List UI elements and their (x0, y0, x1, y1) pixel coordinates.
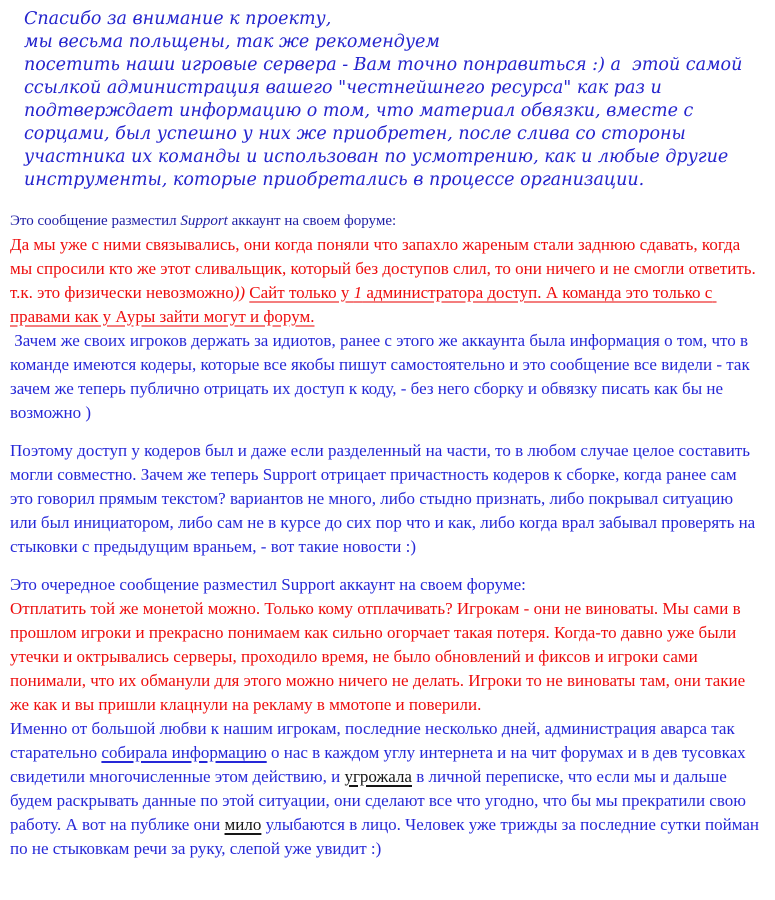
threat-word: угрожала (344, 767, 412, 786)
support-quote-1-run: Зачем же своих игроков держать за идиотов, ранее с этого же аккаунта была информация о том, что в команде имеются кодеры, которые все якобы пишут самостоятельно и это сообщение все видели - так зачем же теперь публично отрицать их доступ к коду, - без него сборку и обвязку писать как бы не возможно ) (10, 331, 754, 422)
support-quote-1-run: аккаунт на своем форуме: (227, 213, 397, 229)
intro-paragraph-run: посетить наши игровые сервера - Вам точно понравиться :) а этой самой ссылкой администрация вашего "честнейшнего ресурса" как раз и подтверждает информацию о том, что материал обвязки, вместе с сорцами, был успешно у них же приобретен, после слива со стороны участника их команды и использован по усмотрению, как и любые другие инструменты, которые приобретались в процессе организации. (24, 55, 748, 190)
support-quote-1-run: Это сообщение разместил (10, 213, 181, 229)
underlined-access-claim: Сайт только у (249, 283, 354, 302)
support-quote-2-run: в личной переписке, что если мы и дальше будем раскрывать данные по этой ситуации, они сделают все что угодно, что бы мы прекратили свою работу. А вот на публике они (10, 767, 751, 834)
intro-paragraph-run: Спасибо за внимание к проекту, (24, 9, 332, 29)
support-quote-2-run: улыбаются в лицо. Человек уже трижды за последние сутки пойман по не стыковкам речи за руку, слепой уже увидит :) (10, 815, 764, 858)
intro-paragraph (10, 8, 765, 192)
support-quote-2-run: Именно от большой любви к нашим игрокам, последние несколько дней, администрация аварса так старательно (10, 719, 739, 762)
quote-header: Это очередное сообщение разместил Support аккаунт на своем форуме: (10, 575, 526, 594)
support-quote-1 (10, 208, 765, 425)
support-quote-2-run: о нас в каждом углу интернета и на чит форумах и в дев тусовках свидетили многочисленные этом действию, и (10, 743, 750, 786)
support-account-name: Support (180, 213, 228, 229)
support-quote-2-run: Отплатить той же монетой можно. Только кому отплачивать? Игрокам - они не виноваты. Мы сами в прошлом игроки и прекрасно понимаем как сильно огорчает такая потеря. Когда-то давно уже были утечки и октрывались серверы, проходило время, не было обновлений и фиксов и игроки сами понимали, что их обманули для этого можно ничего не делать. Игроки то не виноваты там, они такие же как и вы пришли клацнули на рекламу в ммотопе и поверили. (10, 599, 750, 714)
support-quote-1-run: Да мы уже с ними связывались, они когда поняли что запахло жареным стали заднюю сдавать, когда мы спросили кто же этот сливальщик, который без доступов слил, то они ничего и не смогли ответить. т.к. это физически невозможно (10, 235, 761, 302)
milo-word: мило (224, 815, 262, 834)
commentary-paragraph-run: Поэтому доступ у кодеров был и даже если разделенный на части, то в любом случае целое составить могли совместно. Зачем же теперь Support отрицает причастность кодеров к сборке, когда ранее сам это говорил прямым текстом? вариантов не много, либо стыдно признать, либо покрывал ситуацию или был инициатором, либо сам не в курсе до сих пор что и как, либо когда врал забывал проверять на стыковки с предыдущим враньем, - вот такие новости :) (10, 441, 760, 556)
support-quote-1-run: )) (233, 283, 246, 302)
intro-paragraph-run: мы весьма польщены, так же рекомендуем (24, 32, 440, 52)
support-quote-1-run: 1 (353, 283, 363, 302)
collected-info-phrase: собирала информацию (101, 743, 267, 762)
commentary-1 (10, 439, 765, 559)
support-quote-2 (10, 573, 765, 861)
underlined-access-claim: администратора доступ. А команда это только с правами как у Ауры зайти могут и форум. (10, 283, 717, 326)
